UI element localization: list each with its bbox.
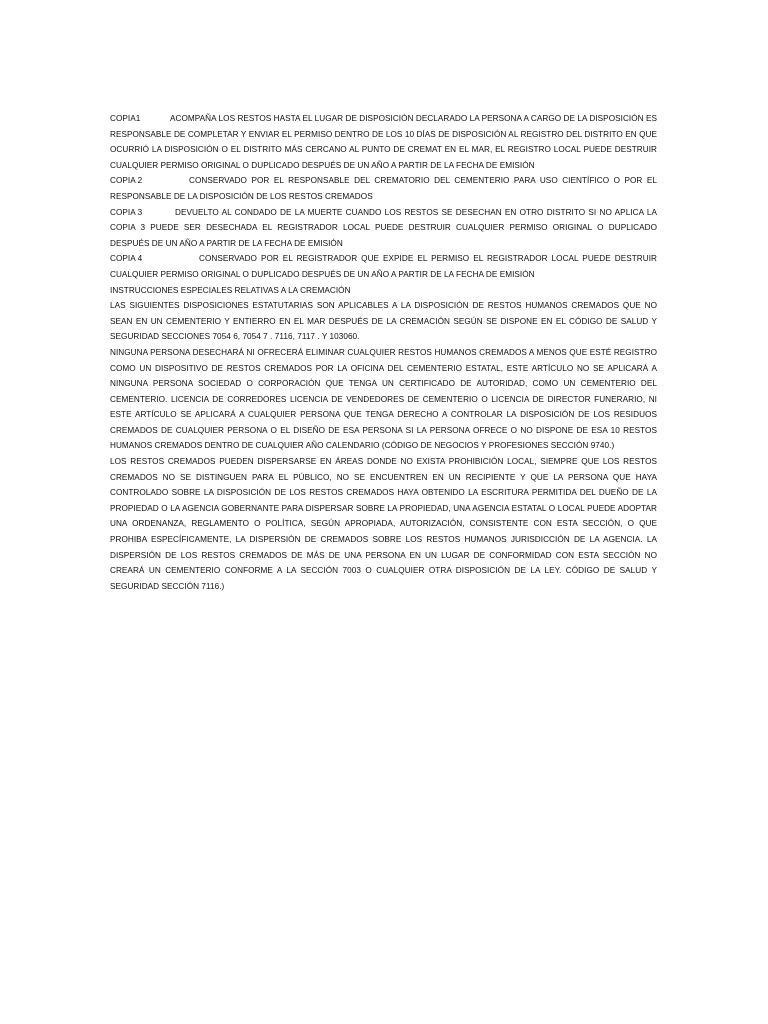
copy-2-label: COPIA 2 [110, 176, 143, 186]
copy-4-label: COPIA 4 [110, 254, 143, 264]
copy-4-text: CONSERVADO POR EL REGISTRADOR QUE EXPIDE EL PERMISO EL REGISTRADOR LOCAL PUEDE DESTRUIR CUALQUIER PERMISO ORIGINAL O DUPLICADO DESPUÉS DE UN AÑO A PARTIR DE LA FECHA DE EMISIÓN [110, 254, 657, 279]
statutory-provisions-paragraph: LAS SIGUIENTES DISPOSICIONES ESTATUTARIAS SON APLICABLES A LA DISPOSICIÓN DE RESTOS HUMANOS CREMADOS QUE NO SEAN EN UN CEMENTERIO Y ENTIERRO EN EL MAR DESPUÉS DE LA CREMACIÓN SEGÚN SE DISPONE EN EL CÓDIGO DE SALUD Y SEGURIDAD SECCIONES 7054 6, 7054 7 . 7116, 7117 . Y 103060. [110, 301, 657, 342]
copy-3-label: COPIA 3 [110, 207, 143, 217]
copy-1-text: ACOMPAÑA LOS RESTOS HASTA EL LUGAR DE DISPOSICIÓN DECLARADO LA PERSONA A CARGO DE LA DISPOSICIÓN ES RESPONSABLE DE COMPLETAR Y ENVIAR EL PERMISO DENTRO DE LOS 10 DÍAS DE DISPOSICIÓN AL REGISTRO DEL DISTRITO EN QUE OCURRIÓ LA DISPOSICIÓN O EL DISTRITO MÁS CERCANO AL PUNTO DE CREMAT EN EL MAR, EL REGISTRO LOCAL PUEDE DESTRUIR CUALQUIER PERMISO ORIGINAL O DUPLICADO DESPUÉS DE UN AÑO A PARTIR DE LA FECHA DE EMISIÓN [110, 114, 657, 170]
document-body [110, 111, 657, 594]
scattering-paragraph: LOS RESTOS CREMADOS PUEDEN DISPERSARSE EN ÁREAS DONDE NO EXISTA PROHIBICIÓN LOCAL, SIEMPRE QUE LOS RESTOS CREMADOS NO SE DISTINGUEN PARA EL PÚBLICO, NO SE ENCUENTREN EN UN RECIPIENTE Y QUE LA PERSONA QUE HAYA CONTROLADO SOBRE LA DISPOSICIÓN DE LOS RESTOS CREMADOS HAYA OBTENIDO LA ESCRITURA PERMITIDA DEL DUEÑO DE LA PROPIEDAD O LA AGENCIA GOBERNANTE PARA DISPERSAR SOBRE LA PROPIEDAD, UNA AGENCIA ESTATAL O LOCAL PUEDE ADOPTAR UNA ORDENANZA, REGLAMENTO O POLÍTICA, SEGÚN APROPIADA, AUTORIZACIÓN, CONSISTENTE CON ESTA SECCIÓN, O QUE PROHIBA ESPECÍFICAMENTE, LA DISPERSIÓN DE CREMADOS SOBRE LOS RESTOS HUMANOS JURISDICCIÓN DE LA AGENCIA. LA DISPERSIÓN DE LOS RESTOS CREMADOS DE MÁS DE UNA PERSONA EN UN LUGAR DE CONFORMIDAD CON ESTA SECCIÓN NO CREARÁ UN CEMENTERIO CONFORME A LA SECCIÓN 7003 O CUALQUIER OTRA DISPOSICIÓN DE LA LEY. CÓDIGO DE SALUD Y SEGURIDAD SECCIÓN 7116.) [110, 457, 657, 591]
section-title: INSTRUCCIONES ESPECIALES RELATIVAS A LA CREMACIÓN [110, 285, 351, 295]
copy-4-entry [110, 251, 657, 282]
copy-3-text: DEVUELTO AL CONDADO DE LA MUERTE CUANDO LOS RESTOS SE DESECHAN EN OTRO DISTRITO SI NO APLICA LA COPIA 3 PUEDE SER DESECHADA EL REGISTRADOR LOCAL PUEDE DESTRUIR CUALQUIER PERMISO ORIGINAL O DUPLICADO DESPUÉS DE UN AÑO A PARTIR DE LA FECHA DE EMISIÓN [110, 207, 657, 248]
disposal-restriction-paragraph: NINGUNA PERSONA DESECHARÁ NI OFRECERÁ ELIMINAR CUALQUIER RESTOS HUMANOS CREMADOS A MENOS QUE ESTÉ REGISTRO COMO UN DISPOSITIVO DE RESTOS CREMADOS POR LA OFICINA DEL CEMENTERIO ESTATAL, ESTE ARTÍCULO NO SE APLICARÁ A NINGUNA PERSONA SOCIEDAD O CORPORACIÓN QUE TENGA UN CERTIFICADO DE AUTORIDAD, COMO UN CEMENTERIO DEL CEMENTERIO. LICENCIA DE CORREDORES LICENCIA DE VENDEDORES DE CEMENTERIO O LICENCIA DE DIRECTOR FUNERARIO, NI ESTE ARTÍCULO SE APLICARÁ A CUALQUIER PERSONA QUE TENGA DERECHO A CONTROLAR LA DISPOSICIÓN DE LOS RESIDUOS CREMADOS DE CUALQUIER PERSONA O EL DISEÑO DE ESA PERSONA SI LA PERSONA OFRECE O NO DISPONE DE ESA 10 RESTOS HUMANOS CREMADOS DENTRO DE CUALQUIER AÑO CALENDARIO (CÓDIGO DE NEGOCIOS Y PROFESIONES SECCIÓN 9740.) [110, 347, 657, 451]
copy-2-entry [110, 173, 657, 204]
copy-1-entry [110, 111, 657, 173]
copy-2-text: CONSERVADO POR EL RESPONSABLE DEL CREMATORIO DEL CEMENTERIO PARA USO CIENTÍFICO O POR EL RESPONSABLE DE LA DISPOSICIÓN DE LOS RESTOS CREMADOS [110, 176, 657, 201]
copy-1-label: COPIA1 [110, 114, 141, 123]
copy-3-entry [110, 205, 657, 252]
